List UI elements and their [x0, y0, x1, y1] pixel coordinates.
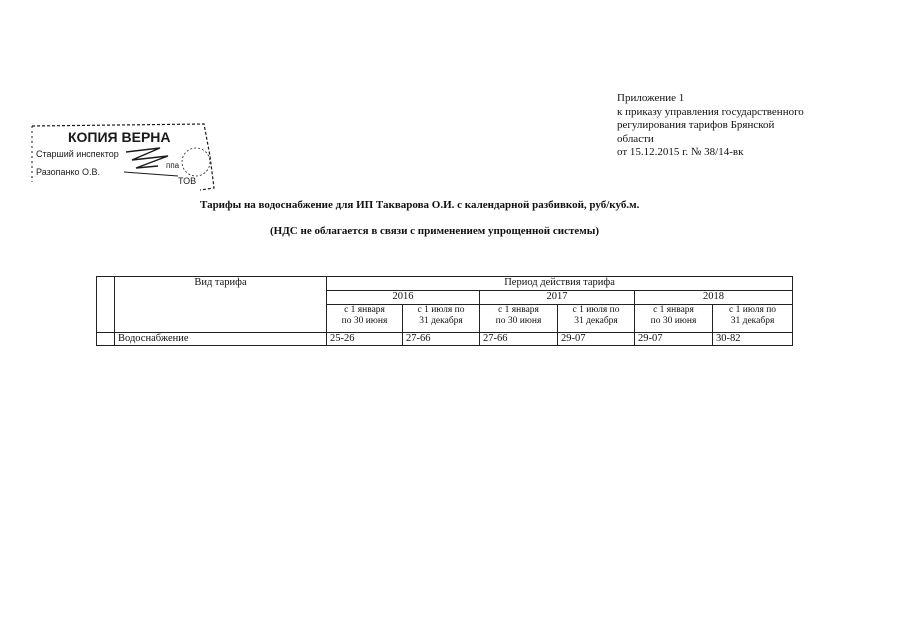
- tariff-value-cell: 27-66: [403, 333, 480, 346]
- appendix-block: [617, 92, 867, 160]
- tariff-value-cell: 29-07: [558, 333, 635, 346]
- year-header: 2016: [327, 291, 480, 305]
- tariffs-table: [96, 276, 793, 346]
- stamp-text: Старший инспектор: [36, 149, 119, 159]
- half-year-header: с 1 января по 30 июня: [635, 305, 713, 333]
- half-year-header: с 1 июля по 31 декабря: [403, 305, 480, 333]
- half-year-header: с 1 июля по 31 декабря: [558, 305, 635, 333]
- tariff-value-cell: 29-07: [635, 333, 713, 346]
- half-year-header: с 1 января по 30 июня: [327, 305, 403, 333]
- appendix-line: к приказу управления государственного: [617, 105, 804, 118]
- copy-certified-stamp: [28, 116, 228, 221]
- document-subtitle: (НДС не облагается в связи с применением упрощенной системы): [270, 225, 600, 237]
- tariff-value-cell: 30-82: [713, 333, 793, 346]
- signature-mark: [124, 172, 178, 176]
- appendix-line: Приложение 1: [617, 92, 685, 104]
- half-year-header: с 1 января по 30 июня: [480, 305, 558, 333]
- row-number-cell: [97, 333, 115, 346]
- period-header: Период действия тарифа: [327, 277, 793, 291]
- appendix-line: регулирования тарифов Брянской: [617, 119, 775, 131]
- stamp-text: Разопанко О.В.: [36, 167, 101, 177]
- signature-mark: [126, 148, 168, 168]
- row-number-header: [97, 277, 115, 333]
- tariff-name-cell: Водоснабжение: [115, 333, 327, 346]
- year-header: 2017: [480, 291, 635, 305]
- document-title: Тарифы на водоснабжение для ИП Такварова О.И. с календарной разбивкой, руб/куб.м.: [200, 199, 640, 211]
- half-year-header: с 1 июля по 31 декабря: [713, 305, 793, 333]
- svg-text:ппа: ппа: [166, 161, 180, 170]
- appendix-line: от 15.12.2015 г. № 38/14-вк: [617, 146, 744, 158]
- table-row: [97, 333, 793, 346]
- tariff-value-cell: 25-26: [327, 333, 403, 346]
- appendix-line: области: [617, 132, 654, 145]
- stamp-graphic: [28, 116, 228, 221]
- year-header: 2018: [635, 291, 793, 305]
- svg-text:ТОВ: ТОВ: [178, 176, 197, 186]
- tariff-type-header: Вид тарифа: [115, 277, 327, 333]
- tariff-value-cell: 27-66: [480, 333, 558, 346]
- stamp-text: КОПИЯ ВЕРНА: [68, 129, 171, 145]
